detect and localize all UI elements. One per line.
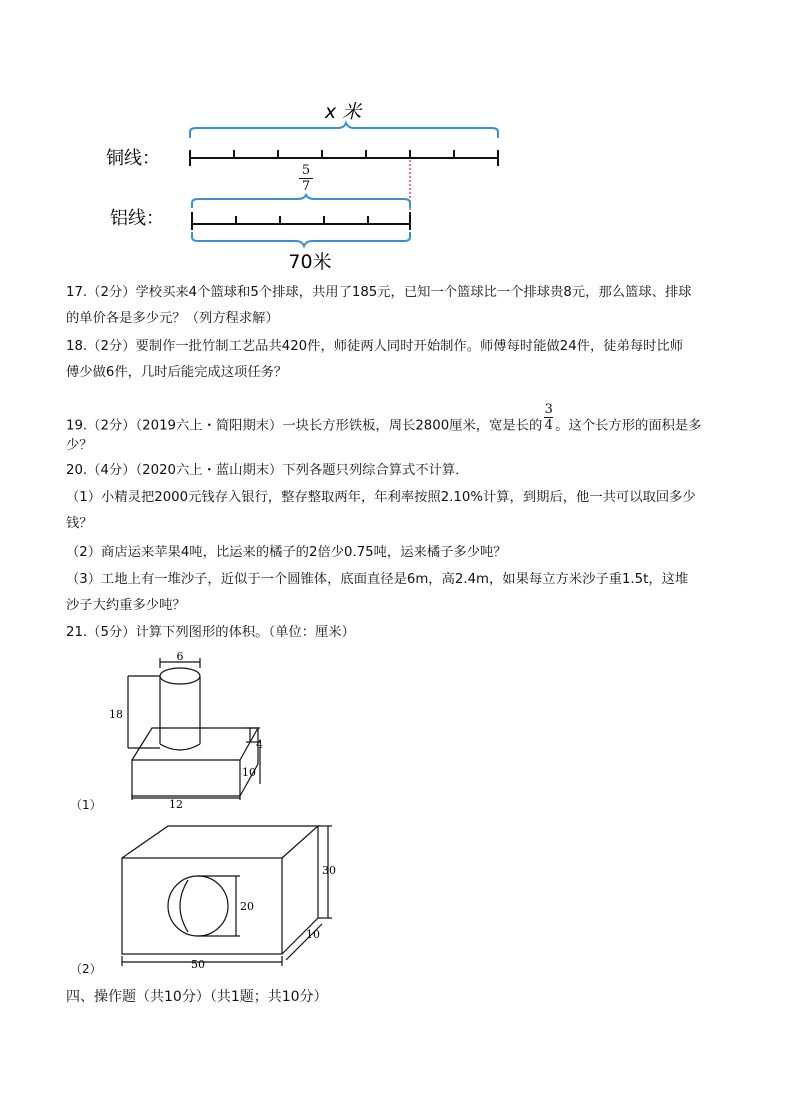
q20-sub2: （2）商店运来苹果4吨，比运来的橘子的2倍少0.75吨，运来橘子多少吨？ xyxy=(66,545,507,560)
q18-line2: 傅少做6件，几时后能完成这项任务？ xyxy=(66,365,288,380)
hole-circle xyxy=(168,876,228,936)
fig2-dim-depth: 10 xyxy=(306,928,320,941)
middle-brace xyxy=(192,195,410,208)
cylinder-bottom-arc xyxy=(160,744,200,750)
fig2-dim-height: 30 xyxy=(322,864,336,877)
q20-sub1-line1: （1）小精灵把2000元钱存入银行，整存整取两年，年利率按照2.10%计算，到期后，他一共可以取回多少 xyxy=(66,490,696,505)
top-label: x 米 xyxy=(324,101,362,123)
section-heading: 四、操作题（共10分）（共1题；共10分） xyxy=(66,989,328,1005)
cylinder-top xyxy=(160,668,200,684)
fig1-dim-base-width: 12 xyxy=(169,798,183,808)
figure1-cylinder-on-base xyxy=(100,648,270,808)
q17-line2: 的单价各是多少元？（列方程求解） xyxy=(66,311,279,326)
fig1-dim-height: 18 xyxy=(109,708,123,721)
q20-sub1-line2: 钱？ xyxy=(66,516,93,531)
aluminum-ticks xyxy=(192,212,410,230)
q19-frac-den: 4 xyxy=(544,418,553,433)
fig2-dim-width: 50 xyxy=(191,958,205,970)
figure2-cuboid-with-hole xyxy=(110,820,350,970)
fig1-dim-base-height: 4 xyxy=(256,738,263,751)
q21: 21.（5分）计算下列图形的体积。（单位：厘米） xyxy=(66,625,355,640)
fig1-dim-base-depth: 10 xyxy=(242,766,256,779)
q19-text-b: 。这个长方形的面积是多 xyxy=(555,418,702,434)
bottom-label: 70米 xyxy=(288,251,332,273)
fraction-denominator: 7 xyxy=(301,179,311,194)
q19-text-a: 19.（2分）（2019六上・简阳期末）一块长方形铁板，周长2800厘米，宽是长的 xyxy=(66,418,543,434)
top-brace xyxy=(190,123,498,138)
front-face xyxy=(122,858,282,954)
fraction-numerator: 5 xyxy=(301,163,311,178)
aluminum-label: 铝线： xyxy=(110,208,164,229)
q17-line1: 17.（2分）学校买来4个篮球和5个排球，共用了185元，已知一个篮球比一个排球贵8元，那么篮球、排球 xyxy=(66,285,692,300)
q19-line2: 少？ xyxy=(66,438,93,453)
top-face xyxy=(122,826,318,858)
q19-frac-num: 3 xyxy=(544,402,553,417)
fig1-dim-top: 6 xyxy=(176,650,184,663)
fig2-dim-hole: 20 xyxy=(240,900,254,913)
base-front-face xyxy=(132,760,240,796)
q20-line1: 20.（4分）（2020六上・蓝山期末）下列各题只列综合算式不计算． xyxy=(66,463,469,478)
q19-fraction xyxy=(544,403,553,432)
base-top-face xyxy=(132,728,258,760)
figure1-label: （1） xyxy=(70,798,102,812)
q18-line1: 18.（2分）要制作一批竹制工艺品共420件，师徒两人同时开始制作。师傅每时能做24件，徒弟每时比师 xyxy=(66,339,684,354)
wire-diagram xyxy=(0,0,790,280)
hole-inner-arc xyxy=(180,880,188,932)
q20-sub3-line1: （3）工地上有一堆沙子，近似于一个圆锥体，底面直径是6m，高2.4m，如果每立方米沙子重1.5t，这堆 xyxy=(66,572,689,587)
fraction-five-sevenths xyxy=(299,164,313,193)
copper-label: 铜线： xyxy=(106,148,160,169)
q19-line1 xyxy=(66,402,702,440)
figure2-label: （2） xyxy=(70,962,102,976)
bottom-brace xyxy=(192,232,410,246)
q20-sub3-line2: 沙子大约重多少吨？ xyxy=(66,598,186,613)
